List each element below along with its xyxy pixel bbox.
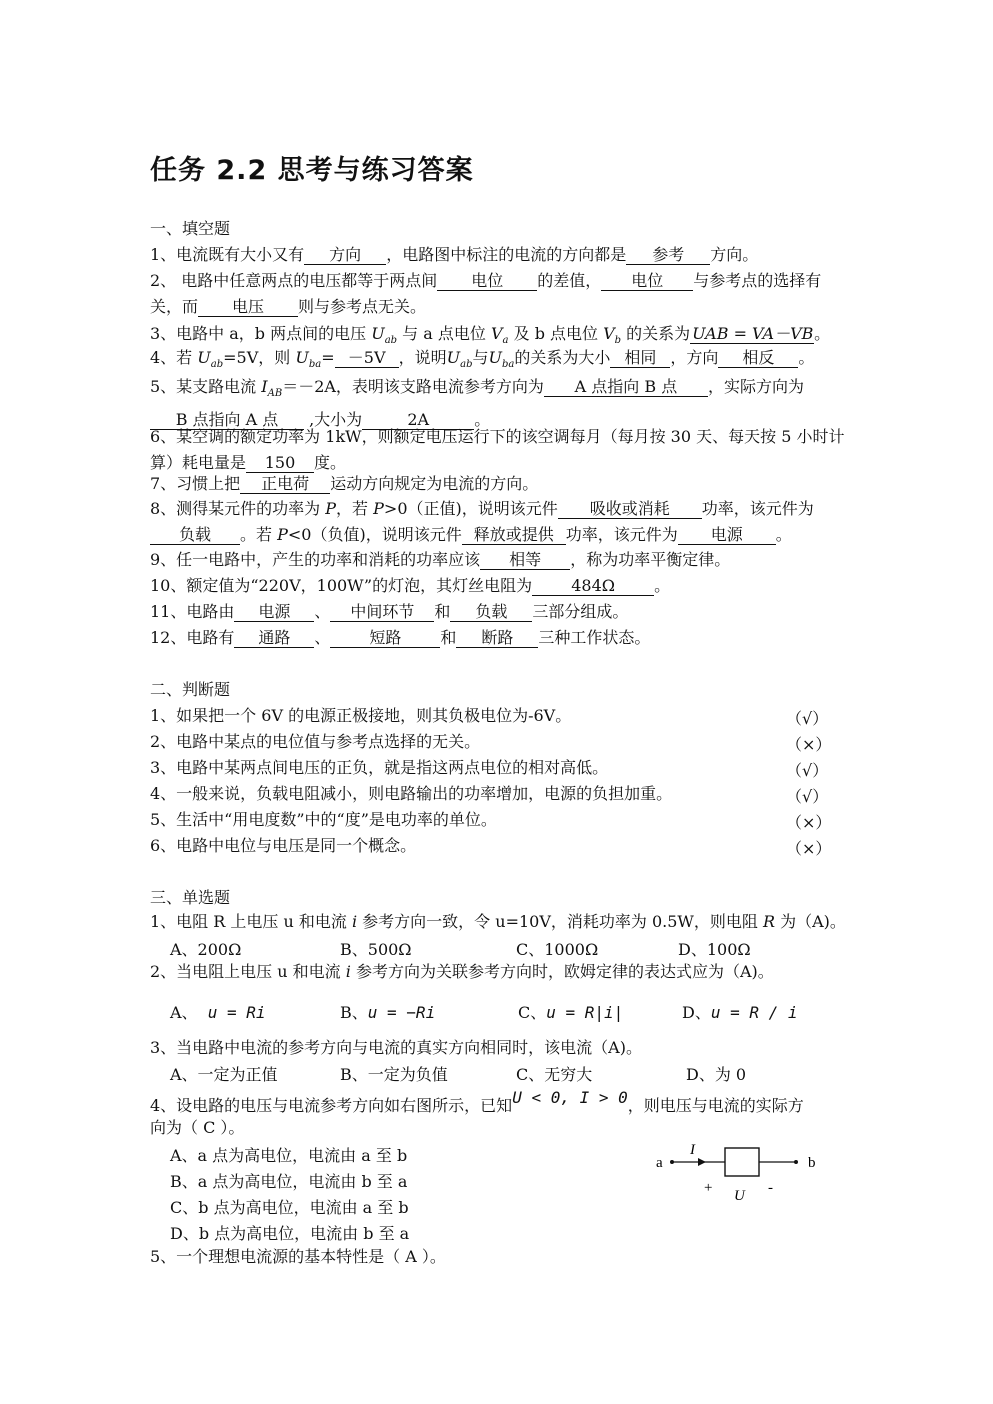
q-text: <0（负值)，说明该元件 bbox=[287, 525, 462, 544]
answer-blank: 相反 bbox=[718, 349, 798, 368]
mc3-option-c: C、无穷大 bbox=[516, 1065, 593, 1084]
q-text: ，称为功率平衡定律。 bbox=[570, 550, 731, 569]
tf-item-4: 4、一般来说，负载电阻减小，则电路输出的功率增加，电源的负担加重。 bbox=[150, 784, 673, 803]
q-text: 9、任一电路中，产生的功率和消耗的功率应该 bbox=[150, 550, 481, 569]
question-11 bbox=[150, 602, 850, 622]
q-text: 。 bbox=[814, 324, 831, 343]
answer-blank: 电位 bbox=[437, 272, 537, 291]
answer-blank: 150 bbox=[246, 454, 314, 473]
question-9 bbox=[150, 550, 850, 570]
q-text: ,大小为 bbox=[304, 410, 363, 430]
answer-blank: UAB = VA－VB bbox=[692, 324, 814, 343]
page-title: 任务 2.2 思考与练习答案 bbox=[150, 155, 474, 186]
question-6 bbox=[150, 424, 850, 476]
var-va: $V_a$ bbox=[490, 324, 509, 347]
current-arrow-icon bbox=[698, 1158, 706, 1166]
mc1-option-b: B、500Ω bbox=[340, 940, 412, 959]
q-text: 的关系为 bbox=[621, 324, 691, 343]
answer-blank: 中间环节 bbox=[330, 603, 434, 622]
q-text: 。 bbox=[474, 410, 491, 430]
formula: u = R|i| bbox=[546, 1003, 624, 1022]
q-text: 1、电流既有大小又有 bbox=[150, 245, 305, 264]
mc1-option-a: A、200Ω bbox=[170, 940, 242, 959]
q-text: 3、电路中 a，b 两点间的电压 bbox=[150, 324, 372, 343]
q-text: 的关系为大小 bbox=[514, 348, 611, 367]
question-2 bbox=[150, 268, 850, 320]
q-text: ，则电压与电流的实际方 bbox=[627, 1096, 804, 1115]
q-text: 和 bbox=[434, 602, 451, 621]
q-text: 4、若 bbox=[150, 348, 198, 367]
mc4-option-b: B、a 点为高电位，电流由 b 至 a bbox=[170, 1172, 408, 1191]
node-a-label: a bbox=[656, 1155, 663, 1171]
question-1 bbox=[150, 245, 850, 265]
q-text: ＝－2A，表明该支路电流参考方向为 bbox=[282, 377, 544, 396]
mc-question-3: 3、当电路中电流的参考方向与电流的真实方向相同时，该电流（A)。 bbox=[150, 1038, 642, 1057]
tf-mark-6: （×） bbox=[786, 839, 832, 858]
answer-blank: 短路 bbox=[330, 629, 440, 648]
var-r: R bbox=[762, 912, 776, 931]
q-text: 为（A)。 bbox=[775, 912, 846, 931]
answer-blank: 相同 bbox=[610, 349, 670, 368]
section-heading-fill-blank: 一、填空题 bbox=[150, 219, 231, 238]
answer-blank: 吸收或消耗 bbox=[558, 500, 702, 519]
tf-mark-3: （√） bbox=[786, 761, 829, 780]
q-text: 7、习惯上把 bbox=[150, 474, 241, 493]
formula: u = Ri bbox=[207, 1003, 266, 1022]
mc-question-1 bbox=[150, 912, 850, 932]
answer-blank: B 点指向 A 点 bbox=[150, 411, 304, 430]
circuit-diagram bbox=[650, 1140, 830, 1210]
q-text: 的差值， bbox=[537, 271, 602, 290]
answer-blank: 484Ω bbox=[532, 577, 654, 596]
q-text: 则与参考点无关。 bbox=[298, 297, 427, 316]
node-b-label: b bbox=[808, 1155, 816, 1171]
q-text: ，电路图中标注的电流的方向都是 bbox=[386, 245, 627, 264]
q-text: 12、电路有 bbox=[150, 628, 235, 647]
answer-blank: 相等 bbox=[480, 551, 570, 570]
q-text: 。若 bbox=[240, 525, 278, 544]
q-text: 2、 电路中任意两点的电压都等于两点间 bbox=[150, 271, 438, 290]
var-p: P bbox=[373, 499, 384, 518]
q-text: 与 a 点电位 bbox=[397, 324, 491, 343]
var-uba-italic: $U_{ba}$ bbox=[488, 348, 515, 371]
question-10 bbox=[150, 576, 850, 596]
q-text: 2、当电阻上电压 u 和电流 bbox=[150, 962, 346, 981]
mc3-option-b: B、一定为负值 bbox=[340, 1065, 448, 1084]
q-text: 和 bbox=[440, 628, 457, 647]
q-text: 。 bbox=[654, 576, 671, 595]
resistor-box bbox=[725, 1148, 759, 1176]
q-text: 三种工作状态。 bbox=[538, 628, 651, 647]
answer-blank: 电源 bbox=[234, 603, 314, 622]
q-text: 方向。 bbox=[710, 245, 759, 264]
mc-question-4 bbox=[150, 1088, 850, 1116]
question-7 bbox=[150, 474, 850, 494]
answer-blank: 电源 bbox=[678, 526, 776, 545]
tf-item-3: 3、电路中某两点间电压的正负，就是指这两点电位的相对高低。 bbox=[150, 758, 609, 777]
q-text: 6、某空调的额定功率为 1kW，则额定电压运行下的该空调每月（每月按 30 天、每天按 5 小时计算）耗电量是 bbox=[150, 427, 845, 472]
mc4-option-c: C、b 点为高电位，电流由 a 至 b bbox=[170, 1198, 409, 1217]
mc-question-4-cont: 向为（ C ）。 bbox=[150, 1118, 245, 1137]
q-text: 运动方向规定为电流的方向。 bbox=[330, 474, 539, 493]
q-text: 10、额定值为“220V，100W”的灯泡，其灯丝电阻为 bbox=[150, 576, 533, 595]
var-i: i bbox=[345, 962, 351, 981]
q-text: 度。 bbox=[314, 453, 347, 472]
var-uab: $U_{ab}$ bbox=[197, 348, 224, 371]
question-8 bbox=[150, 496, 850, 548]
mc1-option-c: C、1000Ω bbox=[516, 940, 599, 959]
q-text: ，说明 bbox=[398, 348, 447, 367]
q-text: 功率，该元件为 bbox=[565, 525, 678, 544]
mc-question-5: 5、一个理想电流源的基本特性是（ A ）。 bbox=[150, 1247, 446, 1266]
var-uab: $U_{ab}$ bbox=[371, 324, 398, 347]
q-text: ，实际方向为 bbox=[707, 377, 804, 396]
polarity-plus: + bbox=[704, 1180, 713, 1196]
var-p: P bbox=[277, 525, 288, 544]
section-heading-true-false: 二、判断题 bbox=[150, 680, 231, 699]
answer-blank: 释放或提供 bbox=[462, 526, 566, 545]
tf-item-2: 2、电路中某点的电位值与参考点选择的无关。 bbox=[150, 732, 481, 751]
q-text: 参考方向为关联参考方向时，欧姆定律的表达式应为（A)。 bbox=[350, 962, 774, 981]
mc-question-2 bbox=[150, 962, 850, 982]
tf-mark-5: （×） bbox=[786, 813, 832, 832]
var-vb: $V_b$ bbox=[603, 324, 622, 347]
q-text: 11、电路由 bbox=[150, 602, 235, 621]
q-text: 与参考点的选择有关，而 bbox=[150, 271, 822, 316]
tf-mark-1: （√） bbox=[786, 709, 829, 728]
answer-blank: 电位 bbox=[601, 272, 693, 291]
condition: U < 0, I > 0 bbox=[512, 1088, 628, 1107]
question-4: 4、若 $U_{ab}=5V$，则 $U_{ba}= -5V$ ，说明$U_{ab}$与$U_{ba}$的关系为大小 相同 ，方向 相反 。 bbox=[150, 348, 815, 371]
var-uab-italic: $U_{ab}$ bbox=[446, 348, 473, 371]
answer-blank: 通路 bbox=[234, 629, 314, 648]
q-text: ，若 bbox=[336, 499, 374, 518]
answer-blank: A 点指向 B 点 bbox=[544, 378, 708, 397]
q-text: 功率，该元件为 bbox=[701, 499, 814, 518]
node-b bbox=[794, 1160, 798, 1164]
mc4-option-a: A、a 点为高电位，电流由 a 至 b bbox=[170, 1146, 408, 1165]
q-text: 及 b 点电位 bbox=[508, 324, 604, 343]
mc2-option-c: C、u = R|i| bbox=[518, 1003, 624, 1022]
q-text: =5V，则 bbox=[223, 348, 296, 367]
mc2-option-d: D、u = R / i bbox=[682, 1003, 798, 1022]
q-text: 、 bbox=[314, 602, 331, 621]
answer-blank: 方向 bbox=[304, 246, 386, 265]
q-text: 4、设电路的电压与电流参考方向如右图所示，已知 bbox=[150, 1096, 513, 1115]
tf-item-5: 5、生活中“用电度数”中的“度”是电功率的单位。 bbox=[150, 810, 497, 829]
q-text: 8、测得某元件的功率为 bbox=[150, 499, 326, 518]
mc3-option-d: D、为 0 bbox=[686, 1065, 747, 1084]
q-text: 1、电阻 R 上电压 u 和电流 bbox=[150, 912, 352, 931]
polarity-minus: - bbox=[768, 1180, 773, 1196]
answer-blank: －5V bbox=[335, 349, 399, 368]
tf-item-1: 1、如果把一个 6V 的电源正极接地，则其负极电位为-6V。 bbox=[150, 706, 572, 725]
mc4-option-d: D、b 点为高电位，电流由 b 至 a bbox=[170, 1224, 410, 1243]
tf-item-6: 6、电路中电位与电压是同一个概念。 bbox=[150, 836, 417, 855]
q-text: 。 bbox=[775, 525, 792, 544]
q-text: 三部分组成。 bbox=[532, 602, 629, 621]
answer-blank: 负载 bbox=[450, 603, 532, 622]
mc3-option-a: A、一定为正值 bbox=[170, 1065, 278, 1084]
mc2-option-b: B、u = −Ri bbox=[340, 1003, 436, 1022]
var-p: P bbox=[325, 499, 337, 518]
q-text: >0（正值)，说明该元件 bbox=[383, 499, 558, 518]
var-uba: $U_{ba}$ bbox=[295, 348, 322, 371]
section-heading-single-choice: 三、单选题 bbox=[150, 888, 231, 907]
current-label: I bbox=[690, 1142, 695, 1158]
answer-blank: 负载 bbox=[150, 526, 240, 545]
q-text: 、 bbox=[314, 628, 331, 647]
voltage-label: U bbox=[734, 1188, 745, 1204]
var-iab: $I_{AB}$ bbox=[261, 377, 283, 400]
question-12 bbox=[150, 628, 850, 648]
tf-mark-4: （√） bbox=[786, 787, 829, 806]
formula: u = R / i bbox=[710, 1003, 798, 1022]
q-text: ，方向 bbox=[670, 348, 719, 367]
q-text: 5、某支路电流 bbox=[150, 377, 262, 396]
q-text: 与 bbox=[472, 348, 489, 367]
q-text: 。 bbox=[798, 348, 815, 367]
answer-blank: 参考 bbox=[626, 246, 710, 265]
tf-mark-2: （×） bbox=[786, 735, 832, 754]
q-text: 参考方向一致，令 u=10V，消耗功率为 0.5W，则电阻 bbox=[357, 912, 763, 931]
answer-blank: 正电荷 bbox=[240, 475, 330, 494]
formula: u = −Ri bbox=[367, 1003, 436, 1022]
var-i: i bbox=[351, 912, 358, 931]
mc1-option-d: D、100Ω bbox=[678, 940, 751, 959]
answer-blank: 电压 bbox=[198, 298, 298, 317]
answer-blank: 断路 bbox=[456, 629, 538, 648]
answer-blank: 2A bbox=[362, 411, 474, 430]
mc2-option-a: A、 u = Ri bbox=[170, 1003, 266, 1022]
